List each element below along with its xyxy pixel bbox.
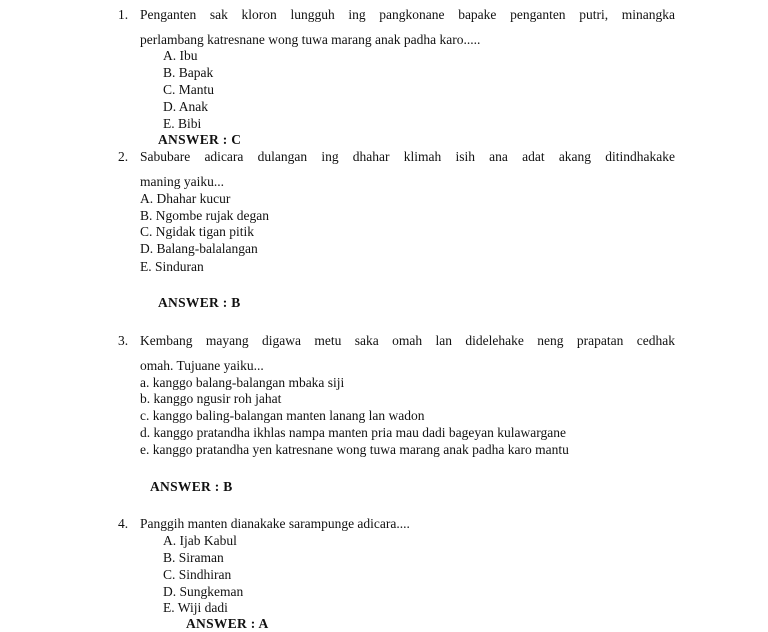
option-a: A. Ijab Kabul	[163, 533, 237, 548]
option-b: B. Ngombe rujak degan	[140, 208, 269, 223]
question-number: 1.	[118, 7, 129, 22]
option-b: B. Bapak	[163, 65, 214, 80]
option-d: D. Balang-balalangan	[140, 241, 258, 256]
option-b: b. kanggo ngusir roh jahat	[140, 391, 282, 406]
question-stem-line-2: omah. Tujuane yaiku...	[140, 358, 264, 373]
question-number: 3.	[118, 333, 129, 348]
question-number: 4.	[118, 516, 129, 531]
option-e: e. kanggo pratandha yen katresnane wong tuwa marang anak padha karo mantu	[140, 442, 569, 457]
question-stem-line-1: Sabubare adicara dulangan ing dhahar klimah isih ana adat akang ditindhakake	[140, 149, 675, 164]
option-c: C. Mantu	[163, 82, 215, 97]
option-e: E. Wiji dadi	[163, 600, 228, 615]
option-a: A. Dhahar kucur	[140, 191, 231, 206]
option-c: c. kanggo baling-balangan manten lanang lan wadon	[140, 408, 425, 423]
question-number: 2.	[118, 149, 129, 164]
question-stem-line-2: maning yaiku...	[140, 174, 224, 189]
answer-label: ANSWER : B	[158, 295, 241, 310]
option-a: a. kanggo balang-balangan mbaka siji	[140, 375, 345, 390]
option-e: E. Bibi	[163, 116, 202, 131]
option-d: d. kanggo pratandha ikhlas nampa manten pria mau dadi bageyan kulawargane	[140, 425, 566, 440]
option-d: D. Sungkeman	[163, 584, 244, 599]
option-e: E. Sinduran	[140, 259, 204, 274]
option-c: C. Ngidak tigan pitik	[140, 224, 254, 239]
option-c: C. Sindhiran	[163, 567, 232, 582]
question-stem-line-2: perlambang katresnane wong tuwa marang anak padha karo.....	[140, 32, 481, 47]
question-stem-line-1: Panggih manten dianakake sarampunge adicara....	[140, 516, 410, 531]
question-stem-line-1: Penganten sak kloron lungguh ing pangkonane bapake penganten putri, minangka	[140, 7, 675, 22]
answer-label: ANSWER : C	[158, 132, 242, 147]
question-stem-line-1: Kembang mayang digawa metu saka omah lan didelehake neng prapatan cedhak	[140, 333, 675, 348]
option-b: B. Siraman	[163, 550, 224, 565]
option-a: A. Ibu	[163, 48, 198, 63]
answer-label: ANSWER : A	[186, 616, 269, 631]
answer-label: ANSWER : B	[150, 479, 233, 494]
option-d: D. Anak	[163, 99, 208, 114]
